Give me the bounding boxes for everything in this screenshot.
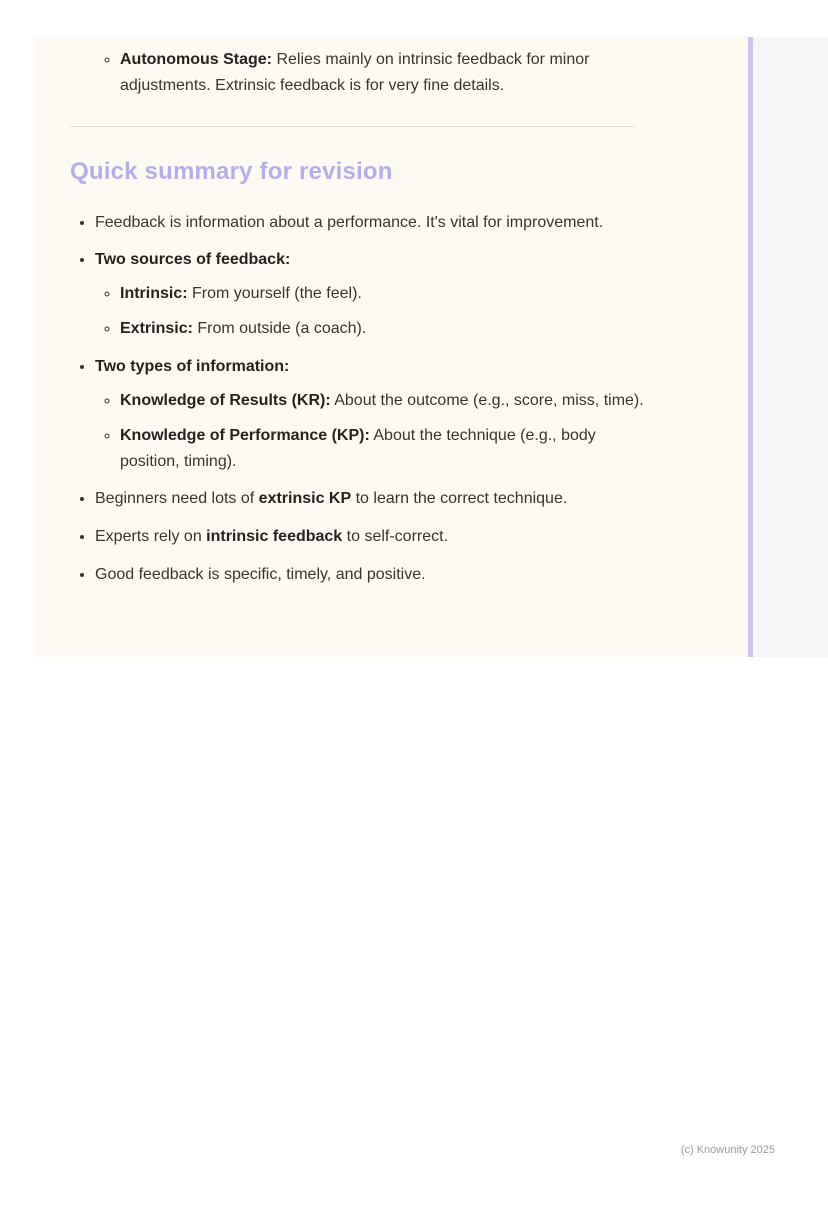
list-item (95, 486, 658, 512)
body-text: Relies mainly on intrinsic feedback for minor adjustments. Extrinsic feedback is for very fine details. (120, 51, 590, 94)
body-text: Good feedback is specific, timely, and positive. (95, 565, 426, 583)
body-text: Feedback is information about a performance. It's vital for improvement. (95, 213, 604, 231)
bold-text: Knowledge of Results (KR): (120, 391, 331, 409)
bold-text: Two sources of feedback: (95, 251, 291, 269)
bold-text: Knowledge of Performance (KP): (120, 427, 370, 445)
notes-band (35, 37, 828, 657)
lead-sublist (70, 47, 658, 98)
list-item (95, 524, 658, 550)
body-text: About the technique (e.g., body position, timing). (120, 427, 596, 470)
body-text: Beginners need lots of (95, 490, 259, 508)
bold-text: Intrinsic: (120, 284, 188, 302)
types-sublist (95, 388, 658, 475)
summary-list (70, 210, 658, 588)
list-item (120, 423, 658, 474)
page-gutter (753, 37, 828, 657)
list-item (95, 247, 658, 342)
list-item (120, 47, 658, 98)
list-item (120, 316, 658, 342)
list-item (95, 354, 658, 474)
section-heading: Quick summary for revision (70, 158, 393, 186)
copyright-note: (c) Knowunity 2025 (680, 1144, 775, 1156)
body-text: From yourself (the feel). (187, 284, 362, 302)
list-item (120, 388, 658, 414)
bold-text: Extrinsic: (120, 320, 193, 338)
sources-sublist (95, 281, 658, 342)
list-item (95, 562, 658, 588)
body-text: About the outcome (e.g., score, miss, time). (330, 391, 644, 409)
body-text: to self-correct. (342, 527, 449, 545)
bold-text: intrinsic feedback (206, 527, 343, 545)
bold-text: Autonomous Stage: (120, 51, 272, 68)
bold-text: extrinsic KP (258, 490, 352, 508)
divider (70, 126, 635, 127)
body-text: From outside (a coach). (192, 320, 367, 338)
body-text: Experts rely on (95, 527, 207, 545)
bold-text: Two types of information: (95, 357, 290, 375)
notes-card (35, 37, 748, 657)
list-item (120, 281, 658, 307)
body-text: to learn the correct technique. (351, 490, 568, 508)
list-item (95, 210, 658, 236)
